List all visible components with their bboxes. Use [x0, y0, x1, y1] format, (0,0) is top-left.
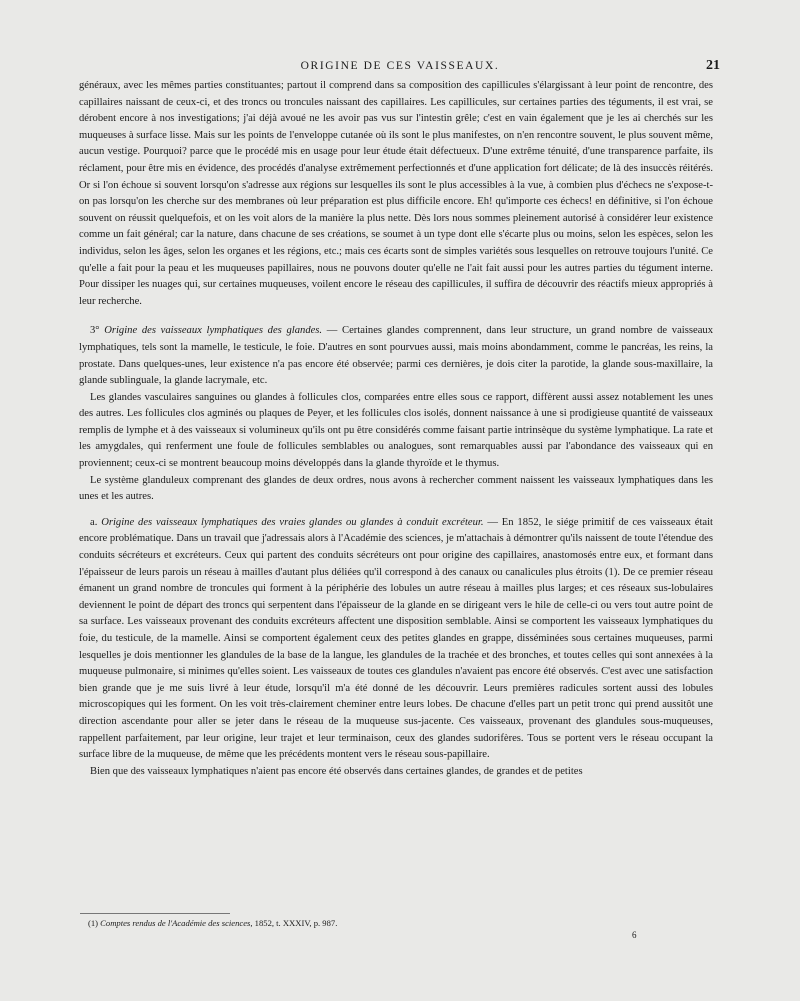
section-3-paragraph	[79, 323, 713, 389]
paragraph-continuation: généraux, avec les mêmes parties constituantes; partout il comprend dans sa composition des capillicules s'élargissant à leur point de rencontre, des capillaires naissant de ceux-ci, et des troncs ou troncules naissant des capillaires. Les capillicules, sur certaines parties des téguments, il est vrai, se dérobent encore à nos investigations; j'ai déjà avoué ne les avoir pas vus sur l'intestin grêle; c'est en vain également que je les ai cherchés sur les muqueuses à surface lisse. Mais sur les points de l'enveloppe cutanée où ils sont le plus manifestes, on n'en rencontre souvent, le plus souvent même, aucun vestige. Pourquoi? parce que le procédé mis en usage pour leur étude était défectueux. D'une extrême ténuité, d'une transparence parfaite, ils réclament, pour être mis en évidence, des procédés d'analyse extrêmement perfectionnés et d'une application fort délicate; de là des insuccès réitérés. Or si l'on échoue si souvent lorsqu'on s'adresse aux régions sur lesquelles ils sont le plus accessibles à la vue, à combien plus d'échecs ne s'expose-t-on pas lorsqu'on les cherche sur des membranes où leur préparation est plus difficile encore. Eh! qu'importe ces échecs! en définitive, si l'on échoue souvent on réussit quelquefois, et on les voit alors de la manière la plus nette. Dès lors nous sommes pleinement autorisé à considérer leur existence comme un fait général; car la nature, dans chacune de ses créations, se soumet à un type dont elle s'écarte plus ou moins, selon les espèces, selon les individus, selon les âges, selon les organes et les régions, etc.; mais ces écarts sont de simples variétés sous lesquelles on retrouve toujours l'unité. Ce qu'elle a fait pour la peau et les muqueuses papillaires, nous ne pouvons douter qu'elle ne l'ait fait aussi pour les autres parties du tégument interne. Pour dissiper les nuages qui, sur certaines muqueuses, voilent encore le réseau des capillicules, il suffira de découvrir des réactifs mieux appropriés à leur recherche.	[79, 80, 713, 307]
footnote	[88, 918, 337, 928]
footnote-divider	[80, 913, 230, 914]
running-title: ORIGINE DE CES VAISSEAUX.	[300, 60, 500, 72]
section-a-paragraph	[79, 515, 713, 764]
section-a-text: — En 1852, le siége primitif de ces vaisseaux était encore problématique. Dans un travail que j'adressais alors à l'Académie des sciences, je m'attachais à démontrer qu'ils naissent de toute l'étendue des conduits sécréteurs et excréteurs. Ceux qui partent des conduits sécréteurs ont pour origine des capillaires, anastomosés entre eux, et formant dans l'épaisseur de leurs parois un réseau à mailles d'autant plus déliées qu'il correspond à des canaux ou canalicules plus étroits (1). De ce premier réseau émanent un grand nombre de troncules qui forment à la périphérie des lobules un autre réseau à mailles plus larges; et ces réseaux sus-lobulaires deviennent le point de départ des troncs qui serpentent dans l'épaisseur de la glande en se dirigeant vers le hile de celle-ci ou vers tout autre point de sa surface. Les vaisseaux provenant des conduits excréteurs affectent une disposition semblable. Ainsi se comportent les vaisseaux lymphatiques du foie, du testicule, de la mamelle. Ainsi se comportent également ceux des petites glandes en grappe, disséminées sous certaines muqueuses, parmi lesquelles je dois mentionner les glandules de la base de la langue, les glandules de la trachée et des bronches, et toutes celles qui sont annexées à la muqueuse pulmonaire, si minimes qu'elles soient. Les vaisseaux de toutes ces glandules n'avaient pas encore été observés. C'est avec une satisfaction bien grande que je me suis livré à leur étude, lorsqu'il m'a été donné de les découvrir. Leurs premières radicules sortent aussi des lobules microscopiques qui les forment. On les voit très-clairement cheminer entre leurs lobes. De chacune d'elles part un petit tronc qui prend aussitôt une direction ascendante pour aller se jeter dans le réseau de la muqueuse sus-jacente. Ces vaisseaux, provenant des glandules sous-muqueuses, rappellent parfaitement, par leur origine, leur trajet et leur terminaison, ceux des glandes sudorifères. Tous se portent vers le réseau occupant la surface libre de la muqueuse, de même que les précédents montent vers le réseau sous-papillaire.	[79, 516, 713, 761]
page-body	[79, 78, 713, 780]
section-3-number: 3°	[90, 325, 105, 337]
paragraph-glandular-system: Le système glanduleux comprenant des glandes de deux ordres, nous avons à rechercher comment naissent les vaisseaux lymphatiques dans les unes et les autres.	[79, 474, 713, 503]
footnote-reference: , 1852, t. XXXIV, p. 987.	[250, 918, 338, 928]
section-a-number: a.	[90, 516, 102, 528]
footnote-source: Comptes rendus de l'Académie des sciences	[100, 918, 251, 928]
section-a-heading: Origine des vaisseaux lymphatiques des vraies glandes ou glandes à conduit excréteur.	[101, 516, 484, 528]
signature-mark: 6	[632, 930, 637, 940]
paragraph-vascular-glands: Les glandes vasculaires sanguines ou glandes à follicules clos, comparées entre elles sous ce rapport, diffèrent aussi assez notablement les unes des autres. Les follicules clos agminés ou plaques de Peyer, et les follicules clos isolés, donnent naissance à une si prodigieuse quantité de vaisseaux remplis de lymphe et à des vaisseaux si volumineux qu'ils ont pu être considérés comme faisant partie intrinsèque du système lymphatique. La rate et les amygdales, qui renferment une foule de follicules semblables ou analogues, sont remarquables aussi par l'abondance des vaisseaux qui en proviennent; ceux-ci se montrent beaucoup moins développés dans la glande thyroïde et le thymus.	[79, 391, 713, 470]
section-3-heading: Origine des vaisseaux lymphatiques des glandes.	[104, 325, 323, 337]
footnote-marker: (1)	[88, 918, 101, 928]
section-3-text: — Certaines glandes comprennent, dans leur structure, un grand nombre de vaisseaux lymphatiques, tels sont la mamelle, le testicule, le foie. D'autres en sont pourvues aussi, mais moins abondamment, comme le pancréas, les reins, la prostate. Dans quelques-unes, leur existence n'a pas encore été observée; parmi ces dernières, je dois citer la parotide, la glande sous-maxillaire, la glande sublinguale, la glande lacrymale, etc.	[79, 325, 713, 387]
paragraph-final: Bien que des vaisseaux lymphatiques n'aient pas encore été observés dans certaines glandes, de grandes et de petites	[90, 765, 583, 777]
page-number: 21	[706, 58, 720, 73]
